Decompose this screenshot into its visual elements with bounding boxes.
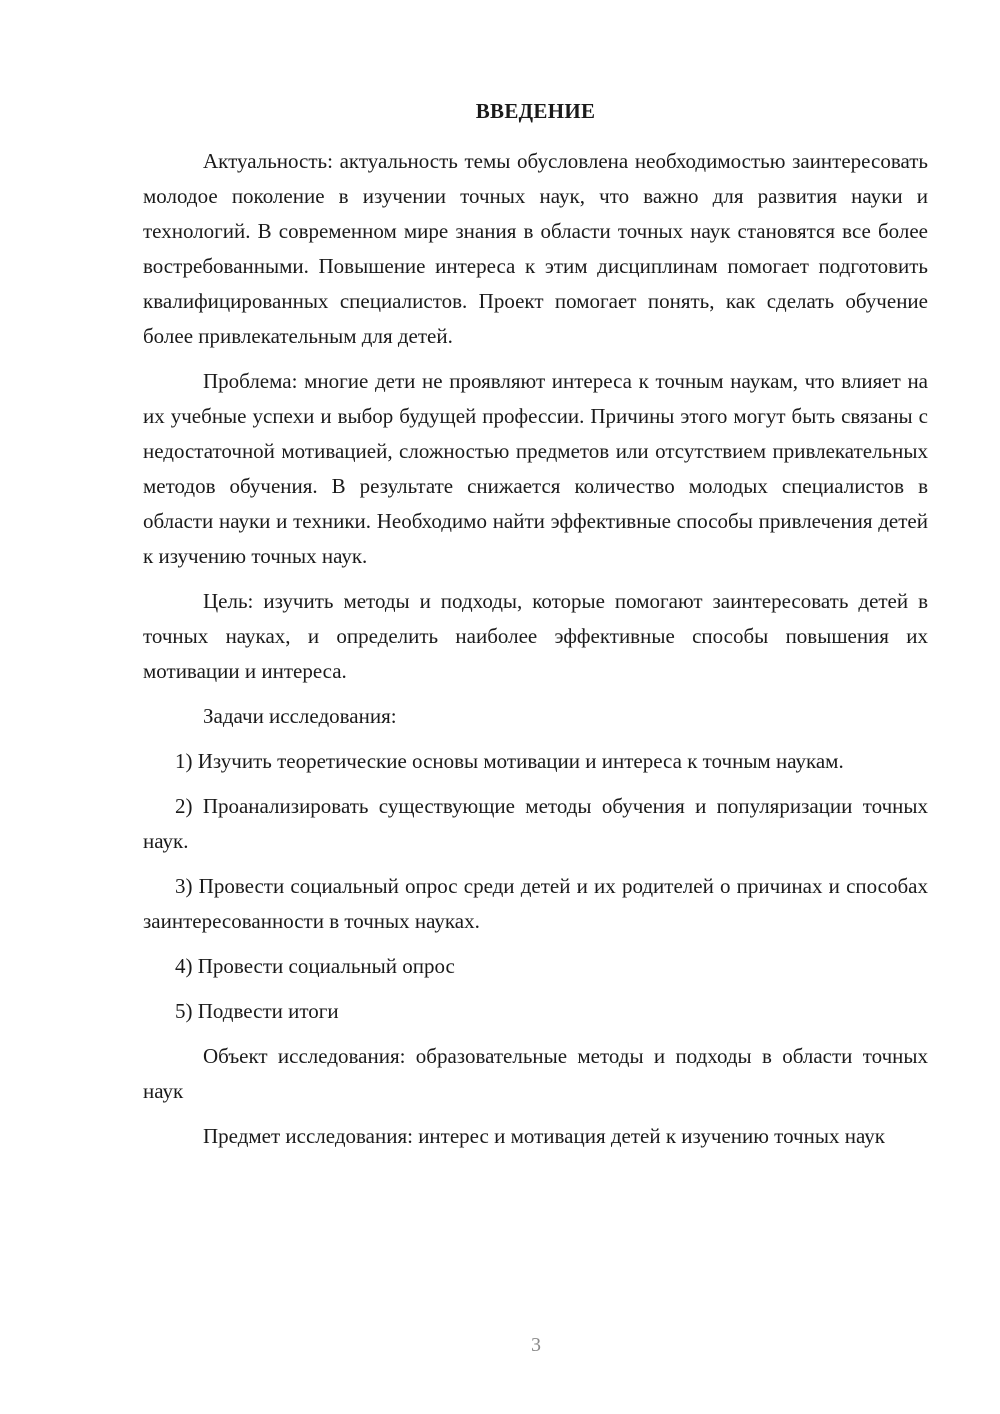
task-item-4: 4) Провести социальный опрос [175, 954, 455, 978]
task-item-5: 5) Подвести итоги [175, 999, 339, 1023]
task-item-2: 2) Проанализировать существующие методы обучения и популяризации точных наук. [143, 794, 928, 853]
relevance-paragraph: Актуальность: актуальность темы обусловлена необходимостью заинтересовать молодое поколение в изучении точных наук, что важно для развития науки и технологий. В современном мире знания в области точных наук становятся все более востребованными. Повышение интереса к этим дисциплинам помогает подготовить квалифицированных специалистов. Проект помогает понять, как сделать обучение более привлекательным для детей. [143, 149, 928, 348]
object-paragraph: Объект исследования: образовательные методы и подходы в области точных наук [143, 1044, 928, 1103]
document-body [143, 144, 928, 1164]
page-title: ВВЕДЕНИЕ [475, 99, 596, 123]
subject-paragraph: Предмет исследования: интерес и мотивация детей к изучению точных наук [203, 1124, 885, 1148]
goal-paragraph: Цель: изучить методы и подходы, которые помогают заинтересовать детей в точных науках, и определить наиболее эффективные способы повышения их мотивации и интереса. [143, 589, 928, 683]
page-number: 3 [531, 1334, 541, 1356]
task-item-3: 3) Провести социальный опрос среди детей и их родителей о причинах и способах заинтересованности в точных науках. [143, 874, 928, 933]
problem-paragraph: Проблема: многие дети не проявляют интереса к точным наукам, что влияет на их учебные успехи и выбор будущей профессии. Причины этого могут быть связаны с недостаточной мотивацией, сложностью предметов или отсутствием привлекательных методов обучения. В результате снижается количество молодых специалистов в области науки и техники. Необходимо найти эффективные способы привлечения детей к изучению точных наук. [143, 369, 928, 568]
task-item-1: 1) Изучить теоретические основы мотивации и интереса к точным наукам. [175, 749, 844, 773]
tasks-heading: Задачи исследования: [203, 704, 397, 728]
